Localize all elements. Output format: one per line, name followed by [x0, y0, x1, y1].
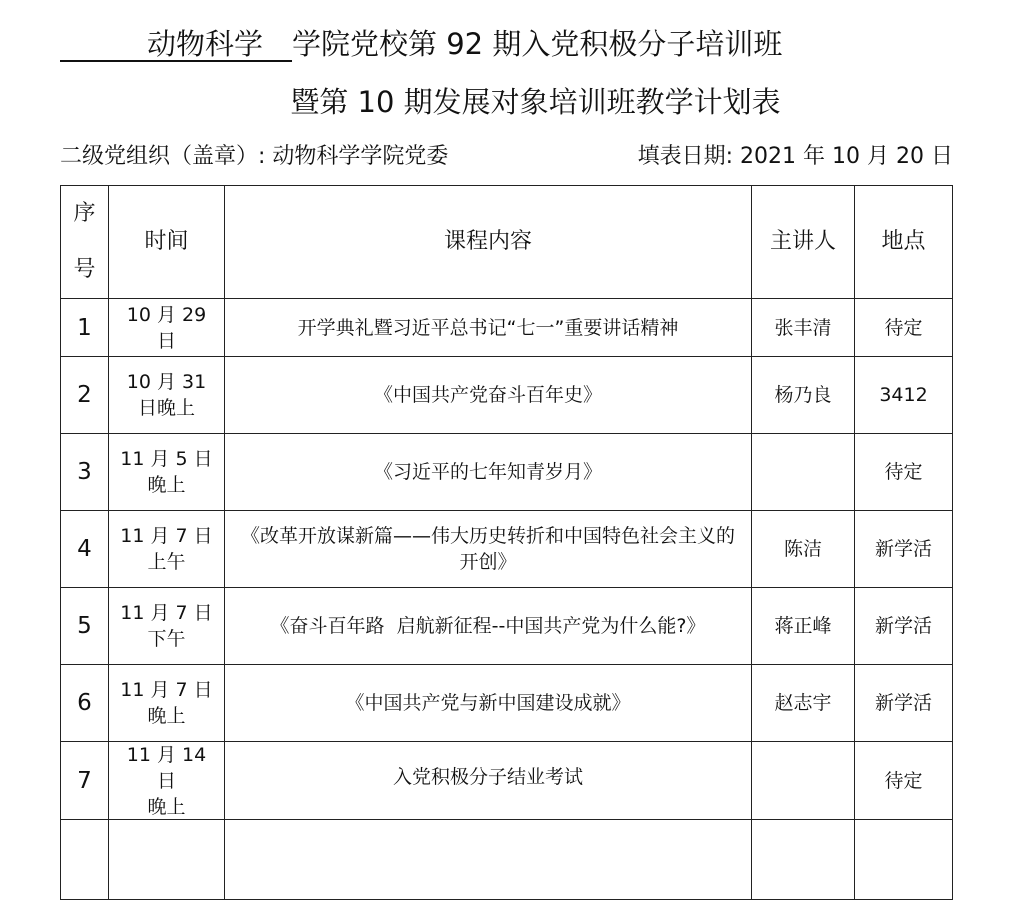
row-content: 《中国共产党与新中国建设成就》 — [225, 665, 752, 742]
row-number: 5 — [61, 588, 109, 665]
college-name-underlined: 动物科学 — [60, 27, 293, 61]
row-content: 《习近平的七年知青岁月》 — [225, 434, 752, 511]
row-time: 11 月 7 日 晚上 — [109, 665, 225, 742]
table-row — [61, 357, 953, 434]
table-row — [61, 434, 953, 511]
row-speaker: 张丰清 — [752, 299, 855, 357]
row-location: 新学活 — [855, 511, 953, 588]
row-content: 《改革开放谋新篇——伟大历史转折和中国特色社会主义的开创》 — [225, 511, 752, 588]
table-row — [61, 742, 953, 820]
row-number: 2 — [61, 357, 109, 434]
title-line1-text: 学院党校第 92 期入党积极分子培训班 — [292, 27, 783, 61]
column-header-content: 课程内容 — [225, 186, 752, 299]
empty-cell — [752, 820, 855, 900]
row-location: 待定 — [855, 742, 953, 820]
table-row — [61, 511, 953, 588]
table-row-empty — [61, 820, 953, 900]
empty-cell — [109, 820, 225, 900]
row-time: 11 月 7 日 上午 — [109, 511, 225, 588]
row-content: 入党积极分子结业考试 — [225, 742, 752, 820]
party-organization-label: 二级党组织（盖章）: 动物科学学院党委 — [60, 144, 449, 169]
row-time: 11 月 5 日 晚上 — [109, 434, 225, 511]
row-number: 6 — [61, 665, 109, 742]
row-speaker — [752, 434, 855, 511]
page-title-line1 — [60, 22, 782, 66]
row-speaker: 陈洁 — [752, 511, 855, 588]
table-header-row — [61, 186, 953, 299]
row-speaker: 杨乃良 — [752, 357, 855, 434]
row-number: 7 — [61, 742, 109, 820]
row-number: 4 — [61, 511, 109, 588]
row-location: 3412 — [855, 357, 953, 434]
row-time: 11 月 14 日 晚上 — [109, 742, 225, 820]
row-speaker — [752, 742, 855, 820]
column-header-speaker: 主讲人 — [752, 186, 855, 299]
table-row — [61, 665, 953, 742]
row-content: 《奋斗百年路 启航新征程--中国共产党为什么能?》 — [225, 588, 752, 665]
row-number: 3 — [61, 434, 109, 511]
row-speaker: 蒋正峰 — [752, 588, 855, 665]
column-header-time: 时间 — [109, 186, 225, 299]
row-location: 新学活 — [855, 665, 953, 742]
row-time: 11 月 7 日 下午 — [109, 588, 225, 665]
row-content: 开学典礼暨习近平总书记“七一”重要讲话精神 — [225, 299, 752, 357]
row-location: 待定 — [855, 299, 953, 357]
row-time: 10 月 31 日晚上 — [109, 357, 225, 434]
row-time: 10 月 29 日 — [109, 299, 225, 357]
column-header-seq: 序 号 — [61, 186, 109, 299]
empty-cell — [61, 820, 109, 900]
row-location: 新学活 — [855, 588, 953, 665]
empty-cell — [855, 820, 953, 900]
row-content: 《中国共产党奋斗百年史》 — [225, 357, 752, 434]
row-location: 待定 — [855, 434, 953, 511]
table-row — [61, 299, 953, 357]
teaching-plan-table — [60, 185, 953, 900]
row-speaker: 赵志宇 — [752, 665, 855, 742]
row-number: 1 — [61, 299, 109, 357]
empty-cell — [225, 820, 752, 900]
column-header-location: 地点 — [855, 186, 953, 299]
page-title-line2: 暨第 10 期发展对象培训班教学计划表 — [290, 85, 781, 119]
fill-date-label: 填表日期: 2021 年 10 月 20 日 — [637, 144, 953, 169]
table-row — [61, 588, 953, 665]
